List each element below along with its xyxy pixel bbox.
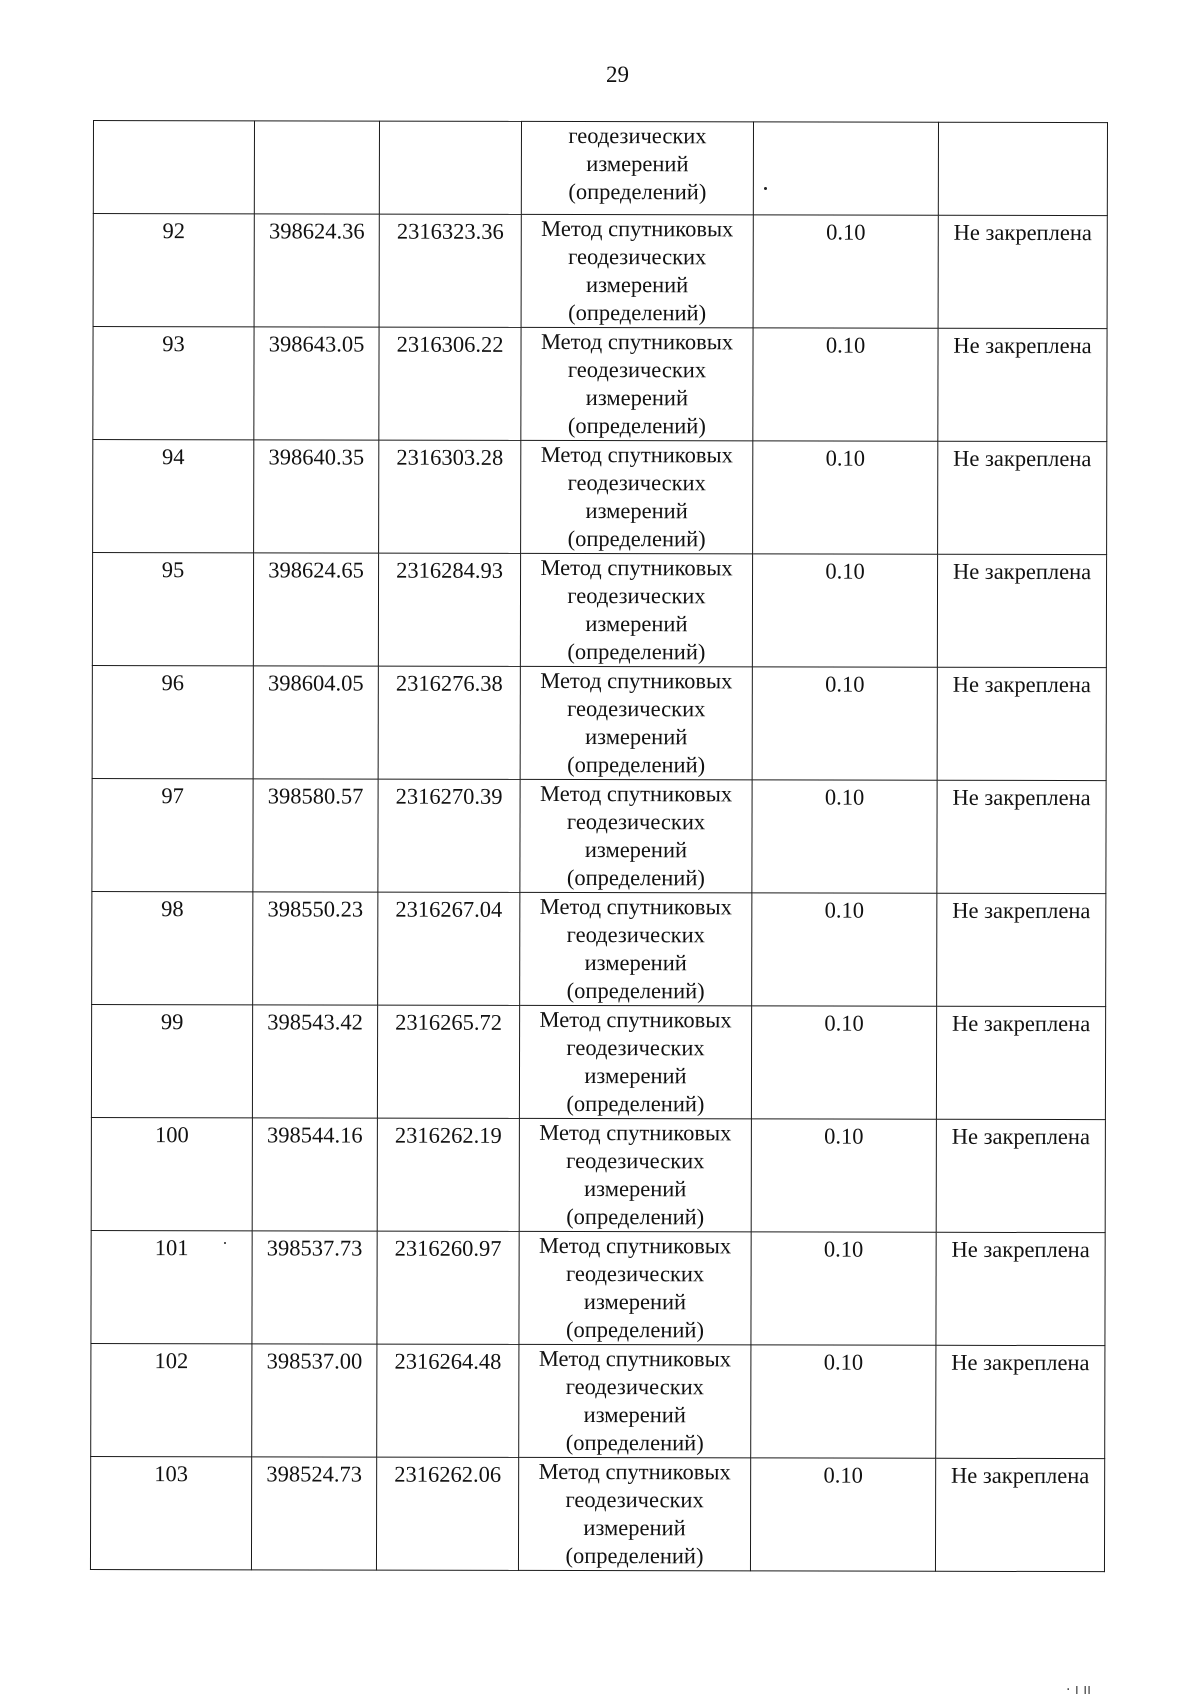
method-line: Метод спутниковых bbox=[538, 1458, 731, 1485]
cell-point: 102 bbox=[91, 1343, 252, 1456]
cell-method bbox=[521, 121, 753, 214]
table-row bbox=[91, 1117, 1105, 1232]
method-line: (определений) bbox=[567, 525, 706, 552]
cell-x: 398537.73 bbox=[252, 1231, 377, 1344]
cell-y: 2316306.22 bbox=[379, 327, 521, 440]
table-row bbox=[93, 327, 1107, 442]
cell-x bbox=[254, 121, 379, 214]
method-line: геодезических bbox=[568, 243, 707, 270]
cell-method bbox=[521, 327, 753, 440]
scan-speck bbox=[764, 187, 767, 190]
method-line: геодезических bbox=[566, 808, 706, 835]
cell-x: 398643.05 bbox=[254, 327, 379, 440]
cell-status: Не закреплена bbox=[936, 1119, 1105, 1232]
cell-status: Не закреплена bbox=[936, 1232, 1105, 1345]
method-line: Метод спутниковых bbox=[539, 1119, 732, 1146]
method-line: геодезических bbox=[567, 356, 707, 383]
table-row bbox=[93, 440, 1107, 555]
method-line: измерений bbox=[585, 385, 689, 411]
cell-status: Не закреплена bbox=[937, 893, 1106, 1006]
method-line: (определений) bbox=[565, 1316, 704, 1343]
cell-x: 398640.35 bbox=[254, 440, 379, 553]
cell-accuracy: 0.10 bbox=[750, 1458, 935, 1571]
cell-point: 93 bbox=[93, 327, 254, 440]
cell-y: 2316303.28 bbox=[379, 440, 521, 553]
cell-method bbox=[520, 553, 752, 666]
method-line: (определений) bbox=[567, 751, 706, 778]
table-row bbox=[90, 1456, 1104, 1571]
method-line: измерений bbox=[584, 950, 687, 976]
method-line: геодезических bbox=[566, 1034, 705, 1061]
cell-x: 398543.42 bbox=[252, 1005, 377, 1118]
table-row bbox=[92, 553, 1106, 668]
cell-accuracy: 0.10 bbox=[753, 441, 938, 554]
method-line: Метод спутниковых bbox=[539, 893, 732, 920]
method-line: измерений bbox=[584, 837, 688, 863]
method-line: измерений bbox=[584, 1063, 687, 1089]
cell-status: Не закреплена bbox=[937, 667, 1106, 780]
method-line: измерений bbox=[584, 1176, 687, 1202]
method-line: геодезических bbox=[568, 122, 707, 149]
method-line: (определений) bbox=[566, 1203, 705, 1230]
method-line: Метод спутниковых bbox=[540, 667, 733, 694]
method-line: (определений) bbox=[566, 977, 705, 1004]
cell-method bbox=[521, 214, 753, 327]
cell-point bbox=[93, 121, 254, 214]
table-row bbox=[91, 1004, 1105, 1119]
cell-accuracy: 0.10 bbox=[752, 554, 937, 667]
cell-x: 398524.73 bbox=[251, 1457, 376, 1570]
cell-accuracy: 0.10 bbox=[753, 215, 938, 328]
cell-method bbox=[520, 779, 752, 892]
cell-method bbox=[519, 1005, 751, 1118]
cell-method bbox=[519, 1231, 751, 1344]
cell-y: 2316276.38 bbox=[378, 666, 520, 779]
cell-x: 398537.00 bbox=[252, 1344, 377, 1457]
cell-point: 92 bbox=[93, 214, 254, 327]
cell-status: Не закреплена bbox=[938, 441, 1107, 554]
table-row bbox=[92, 778, 1106, 893]
cell-y: 2316265.72 bbox=[377, 1005, 519, 1118]
cell-accuracy: 0.10 bbox=[752, 893, 937, 1006]
cell-method bbox=[520, 892, 752, 1005]
cell-accuracy bbox=[753, 122, 938, 215]
cell-method bbox=[519, 1344, 751, 1457]
method-line: (определений) bbox=[565, 1542, 704, 1569]
cell-point: 103 bbox=[90, 1456, 251, 1569]
cell-status bbox=[938, 122, 1107, 215]
cell-point: 95 bbox=[92, 553, 253, 666]
method-line: Метод спутниковых bbox=[539, 1232, 732, 1259]
cell-accuracy: 0.10 bbox=[752, 667, 937, 780]
cell-y: 2316270.39 bbox=[378, 779, 520, 892]
cell-y bbox=[379, 121, 521, 214]
cell-x: 398624.65 bbox=[253, 553, 378, 666]
method-line: (определений) bbox=[566, 1090, 705, 1117]
cell-accuracy: 0.10 bbox=[751, 1006, 936, 1119]
cell-point: 97 bbox=[92, 778, 253, 891]
cell-y: 2316262.06 bbox=[376, 1457, 518, 1570]
method-line: Метод спутниковых bbox=[541, 215, 734, 242]
cell-status: Не закреплена bbox=[936, 1345, 1105, 1458]
cell-y: 2316260.97 bbox=[377, 1231, 519, 1344]
cell-y: 2316323.36 bbox=[379, 214, 521, 327]
cell-accuracy: 0.10 bbox=[753, 328, 938, 441]
method-line: Метод спутниковых bbox=[538, 1345, 731, 1372]
cell-point: 94 bbox=[93, 440, 254, 553]
cell-y: 2316267.04 bbox=[378, 892, 520, 1005]
table-row bbox=[91, 1343, 1105, 1458]
cell-accuracy: 0.10 bbox=[752, 780, 937, 893]
table-row bbox=[93, 214, 1107, 329]
scan-speck bbox=[224, 1242, 226, 1244]
cell-status: Не закреплена bbox=[937, 780, 1106, 893]
cell-method bbox=[519, 1118, 751, 1231]
cell-y: 2316264.48 bbox=[377, 1344, 519, 1457]
method-line: (определений) bbox=[568, 178, 707, 205]
table-row bbox=[91, 1230, 1105, 1345]
table-row bbox=[92, 891, 1106, 1006]
cell-status: Не закреплена bbox=[936, 1006, 1105, 1119]
cell-accuracy: 0.10 bbox=[751, 1345, 936, 1458]
cell-x: 398604.05 bbox=[253, 666, 378, 779]
method-line: измерений bbox=[585, 611, 688, 637]
method-line: Метод спутниковых bbox=[540, 554, 733, 581]
table-body bbox=[90, 121, 1107, 1572]
method-line: геодезических bbox=[566, 921, 705, 948]
table-row-continued bbox=[93, 121, 1107, 216]
cell-method bbox=[518, 1457, 750, 1570]
method-line: Метод спутниковых bbox=[539, 780, 733, 807]
method-line: (определений) bbox=[566, 864, 705, 891]
cell-y: 2316262.19 bbox=[377, 1118, 519, 1231]
method-line: измерений bbox=[585, 498, 688, 524]
method-line: измерений bbox=[586, 151, 689, 177]
method-line: Метод спутниковых bbox=[540, 441, 733, 468]
cell-status: Не закреплена bbox=[938, 215, 1107, 328]
method-line: геодезических bbox=[565, 1373, 704, 1400]
method-line: (определений) bbox=[567, 638, 706, 665]
method-line: измерений bbox=[583, 1515, 686, 1541]
method-line: измерений bbox=[586, 272, 689, 298]
cell-status: Не закреплена bbox=[938, 328, 1107, 441]
method-line: геодезических bbox=[567, 695, 706, 722]
cell-status: Не закреплена bbox=[937, 554, 1106, 667]
method-line: геодезических bbox=[565, 1260, 705, 1287]
cell-status: Не закреплена bbox=[935, 1458, 1104, 1571]
cell-x: 398550.23 bbox=[253, 892, 378, 1005]
method-line: геодезических bbox=[567, 469, 706, 496]
cell-point: 96 bbox=[92, 665, 253, 778]
method-line: измерений bbox=[585, 724, 688, 750]
table-row bbox=[92, 665, 1106, 780]
cell-x: 398624.36 bbox=[254, 214, 379, 327]
method-line: (определений) bbox=[565, 1429, 704, 1456]
scan-edge-mark: · ı ıı bbox=[1066, 1682, 1092, 1698]
cell-point: 99 bbox=[91, 1004, 252, 1117]
cell-point: 98 bbox=[92, 891, 253, 1004]
cell-x: 398544.16 bbox=[252, 1118, 377, 1231]
method-line: геодезических bbox=[567, 582, 706, 609]
method-line: измерений bbox=[583, 1402, 686, 1428]
cell-point: 101 bbox=[91, 1230, 252, 1343]
cell-y: 2316284.93 bbox=[378, 553, 520, 666]
page-number: 29 bbox=[606, 62, 629, 87]
cell-accuracy: 0.10 bbox=[751, 1119, 936, 1232]
method-line: геодезических bbox=[565, 1486, 704, 1513]
cell-method bbox=[520, 666, 752, 779]
method-line: Метод спутниковых bbox=[540, 328, 734, 355]
method-line: Метод спутниковых bbox=[539, 1006, 732, 1033]
method-line: (определений) bbox=[567, 412, 706, 439]
cell-accuracy: 0.10 bbox=[751, 1232, 936, 1345]
method-line: измерений bbox=[583, 1289, 687, 1315]
cell-method bbox=[521, 440, 753, 553]
cell-x: 398580.57 bbox=[253, 779, 378, 892]
cell-point: 100 bbox=[91, 1117, 252, 1230]
method-line: геодезических bbox=[566, 1147, 705, 1174]
coordinates-table bbox=[90, 120, 1108, 1572]
method-line: (определений) bbox=[568, 299, 707, 326]
